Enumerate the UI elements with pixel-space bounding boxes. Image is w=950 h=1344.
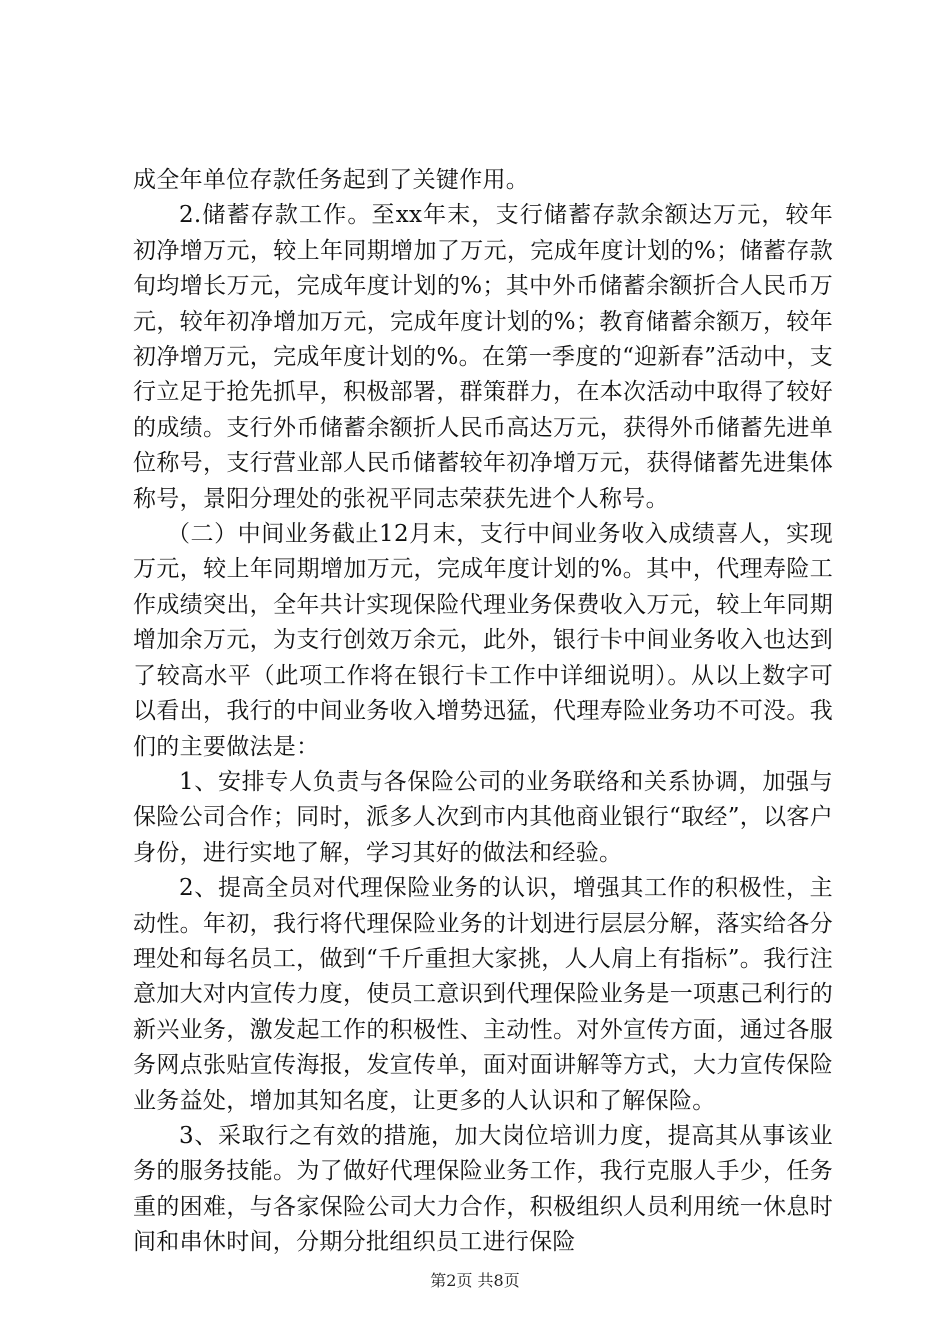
paragraph-deposit-conclusion: 成全年单位存款任务起到了关键作用。	[133, 167, 530, 193]
document-body	[133, 163, 833, 1261]
paragraph-method-1: 1、安排专人负责与各保险公司的业务联络和关系协调，加强与保险公司合作；同时，派多人次到市内其他商业银行“取经”，以客户身份，进行实地了解，学习其好的做法和经验。	[133, 768, 833, 866]
paragraph-method-2: 2、提高全员对代理保险业务的认识，增强其工作的积极性，主动性。年初，我行将代理保险业务的计划进行层层分解，落实给各分理处和每名员工，做到“千斤重担大家挑，人人肩上有指标”。我行注意加大对内宣传力度，使员工意识到代理保险业务是一项惠己利行的新兴业务，激发起工作的积极性、主动性。对外宣传方面，通过各服务网点张贴宣传海报，发宣传单，面对面讲解等方式，大力宣传保险业务益处，增加其知名度，让更多的人认识和了解保险。	[133, 875, 833, 1114]
paragraph-intermediate-business: （二）中间业务截止12月末，支行中间业务收入成绩喜人，实现万元，较上年同期增加万元，完成年度计划的%。其中，代理寿险工作成绩突出，全年共计实现保险代理业务保费收入万元，较上年同期增加余万元，为支行创效万余元，此外，银行卡中间业务收入也达到了较高水平（此项工作将在银行卡工作中详细说明）。从以上数字可以看出，我行的中间业务收入增势迅猛，代理寿险业务功不可没。我们的主要做法是：	[133, 521, 833, 760]
page-footer: 第2页 共8页	[430, 1271, 520, 1290]
paragraph-method-3: 3、采取行之有效的措施，加大岗位培训力度，提高其从事该业务的服务技能。为了做好代理保险业务工作，我行克服人手少，任务重的困难，与各家保险公司大力合作，积极组织人员利用统一休息时间和串休时间，分期分批组织员工进行保险	[133, 1122, 833, 1256]
paragraph-savings-deposit: 2.储蓄存款工作。至xx年末，支行储蓄存款余额达万元，较年初净增万元，较上年同期增加了万元，完成年度计划的%；储蓄存款旬均增长万元，完成年度计划的%；其中外币储蓄余额折合人民币万元，较年初净增加万元，完成年度计划的%；教育储蓄余额万，较年初净增万元，完成年度计划的%。在第一季度的“迎新春”活动中，支行立足于抢先抓早，积极部署，群策群力，在本次活动中取得了较好的成绩。支行外币储蓄余额折人民币高达万元，获得外币储蓄先进单位称号，支行营业部人民币储蓄较年初净增万元，获得储蓄先进集体称号，景阳分理处的张祝平同志荣获先进个人称号。	[133, 202, 833, 512]
